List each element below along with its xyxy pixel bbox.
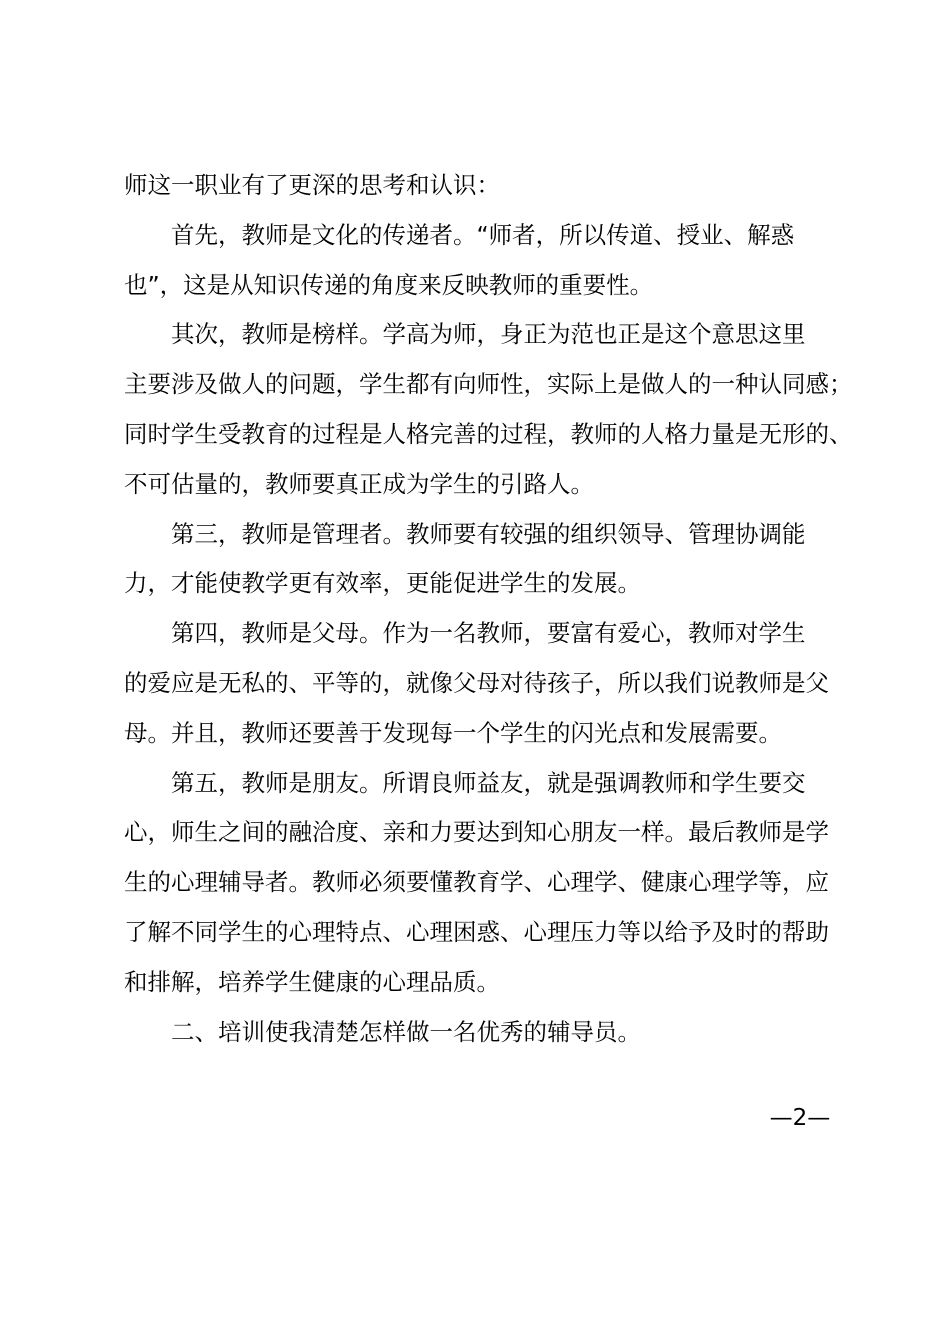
text-line: 和排解，培养学生健康的心理品质。 (124, 967, 500, 996)
text-line: 了解不同学生的心理特点、心理困惑、心理压力等以给予及时的帮助 (124, 917, 829, 946)
text-line: 第四，教师是父母。作为一名教师，要富有爱心，教师对学生 (171, 619, 806, 648)
text-line: 也”，这是从知识传递的角度来反映教师的重要性。 (124, 270, 654, 299)
text-line: 师这一职业有了更深的思考和认识： (124, 171, 500, 199)
text-line: 生的心理辅导者。教师必须要懂教育学、心理学、健康心理学等，应 (124, 868, 829, 897)
text-line: 不可估量的，教师要真正成为学生的引路人。 (124, 469, 594, 498)
text-line: 第五，教师是朋友。所谓良师益友，就是强调教师和学生要交 (171, 768, 806, 797)
text-line: 心，师生之间的融洽度、亲和力要达到知心朋友一样。最后教师是学 (124, 818, 829, 847)
text-line: 同时学生受教育的过程是人格完善的过程，教师的人格力量是无形的、 (124, 419, 853, 448)
text-line: 二、培训使我清楚怎样做一名优秀的辅导员。 (171, 1017, 641, 1046)
page-number: —2— (769, 1105, 831, 1131)
text-line: 主要涉及做人的问题，学生都有向师性，实际上是做人的一种认同感； (124, 370, 853, 399)
text-line: 的爱应是无私的、平等的，就像父母对待孩子，所以我们说教师是父 (124, 668, 829, 697)
text-line: 力，才能使教学更有效率，更能促进学生的发展。 (124, 569, 641, 598)
body-text (124, 161, 853, 1057)
text-line: 其次，教师是榜样。学高为师，身正为范也正是这个意思这里 (171, 320, 806, 349)
text-line: 母。并且，教师还要善于发现每一个学生的闪光点和发展需要。 (124, 718, 782, 747)
text-line: 首先，教师是文化的传递者。“师者，所以传道、授业、解惑 (171, 220, 795, 249)
text-line: 第三，教师是管理者。教师要有较强的组织领导、管理协调能 (171, 519, 806, 548)
